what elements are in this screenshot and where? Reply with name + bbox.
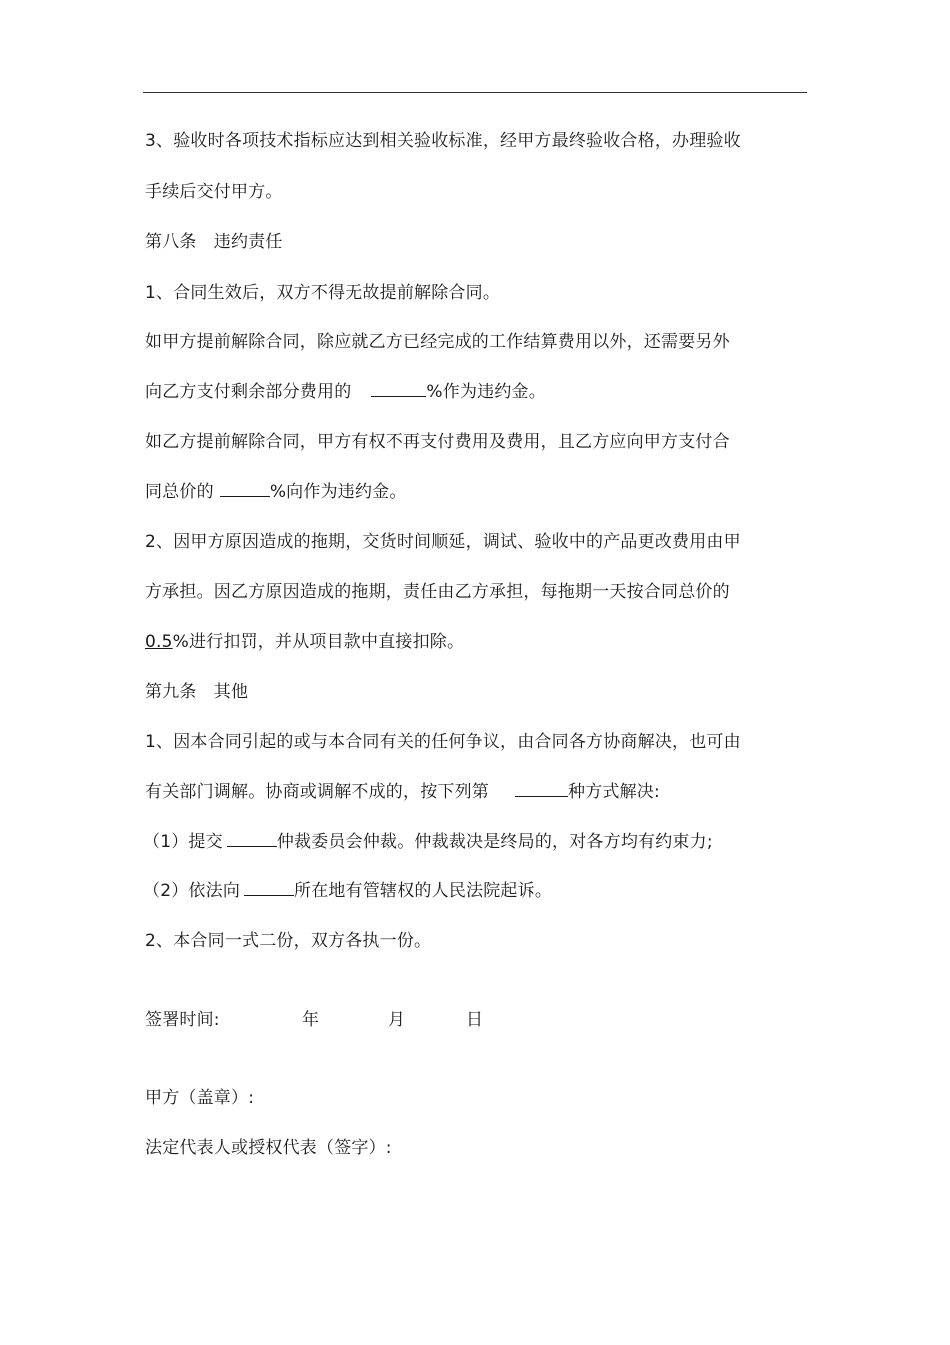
blank-percent-field[interactable]: [371, 380, 426, 397]
clause-7-item-3-line-2: 手续后交付甲方。: [145, 182, 283, 202]
text-segment: 同总价的: [145, 482, 214, 502]
article-8-party-a-termination-line-2: [145, 380, 546, 404]
dispute-option-2: [143, 879, 552, 903]
day-label: 日: [466, 1010, 484, 1030]
article-8-item-2-line-1: 2、因甲方原因造成的拖期，交货时间顺延，调试、验收中的产品更改费用由甲: [145, 532, 741, 552]
blank-arbitration-field[interactable]: [227, 830, 277, 847]
representative-signature-label: 法定代表人或授权代表（签字）:: [145, 1138, 392, 1158]
article-8-party-b-termination-line-2: [145, 480, 407, 504]
article-9-item-1-line-1: 1、因本合同引起的或与本合同有关的任何争议，由合同各方协商解决，也可由: [145, 732, 741, 752]
clause-7-item-3-line-1: 3、验收时各项技术指标应达到相关验收标准，经甲方最终验收合格，办理验收: [145, 131, 741, 151]
article-8-item-1: 1、合同生效后，双方不得无故提前解除合同。: [145, 283, 501, 303]
text-segment: 有关部门调解。协商或调解不成的，按下列第: [145, 782, 489, 802]
article-9-item-1-line-2: [145, 780, 660, 804]
text-segment: 仲裁委员会仲裁。仲裁裁决是终局的，对各方均有约束力;: [276, 832, 713, 852]
text-segment: %作为违约金。: [426, 382, 546, 402]
article-8-heading: 第八条 违约责任: [145, 232, 283, 252]
text-segment: 向乙方支付剩余部分费用的: [145, 382, 352, 402]
text-segment: （1）提交: [143, 832, 223, 852]
year-label: 年: [302, 1010, 320, 1030]
month-label: 月: [388, 1010, 406, 1030]
article-9-item-2: 2、本合同一式二份，双方各执一份。: [145, 931, 432, 951]
dispute-option-1: [143, 830, 713, 854]
article-8-item-2-line-3: [145, 630, 464, 654]
text-segment: 种方式解决:: [568, 782, 660, 802]
signing-time-label: 签署时间:: [145, 1010, 220, 1030]
article-8-party-b-termination-line-1: 如乙方提前解除合同，甲方有权不再支付费用及费用，且乙方应向甲方支付合: [145, 432, 730, 452]
header-rule: [143, 92, 807, 93]
text-segment: %进行扣罚，并从项目款中直接扣除。: [172, 632, 465, 652]
text-segment: 所在地有管辖权的人民法院起诉。: [294, 881, 553, 901]
signing-date-row: [145, 1008, 645, 1032]
blank-court-location-field[interactable]: [244, 879, 294, 896]
article-9-heading: 第九条 其他: [145, 682, 249, 702]
text-segment: （2）依法向: [143, 881, 241, 901]
blank-percent-field[interactable]: [220, 480, 270, 497]
text-segment: %向作为违约金。: [269, 482, 407, 502]
party-a-seal-label: 甲方（盖章）:: [145, 1088, 255, 1108]
blank-method-field[interactable]: [515, 780, 568, 797]
penalty-rate: 0.5: [145, 632, 173, 652]
article-8-party-a-termination-line-1: 如甲方提前解除合同，除应就乙方已经完成的工作结算费用以外，还需要另外: [145, 332, 730, 352]
article-8-item-2-line-2: 方承担。因乙方原因造成的拖期，责任由乙方承担，每拖期一天按合同总价的: [145, 582, 730, 602]
